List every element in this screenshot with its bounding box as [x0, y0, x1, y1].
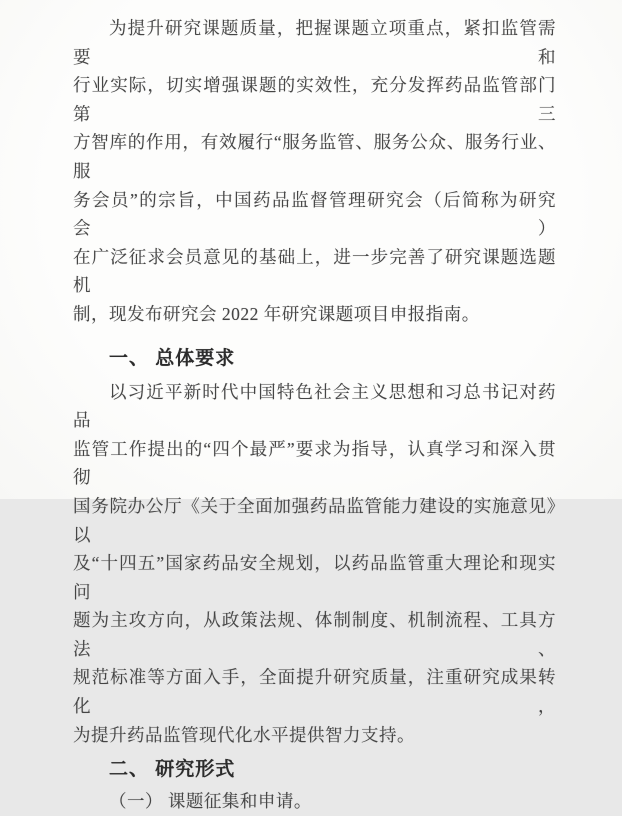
text-line: 制，现发布研究会 2022 年研究课题项目申报指南。 — [73, 303, 480, 324]
text-line: 为提升药品监管现代化水平提供智力支持。 — [73, 724, 415, 745]
text-line: 为提升研究课题质量，把握课题立项重点，紧扣监管需要和 — [73, 18, 556, 67]
document-content — [73, 14, 556, 816]
text-line: 国务院办公厅《关于全面加强药品监管能力建设的实施意见》以 — [73, 495, 556, 545]
text-line: 题为主攻方向，从政策法规、体制制度、机制流程、工具方法、 — [73, 610, 556, 659]
text-line: 监管工作提出的“四个最严”要求为指导，认真学习和深入贯彻 — [73, 438, 556, 488]
text-line: 在广泛征求会员意见的基础上，进一步完善了研究课题选题机 — [73, 246, 556, 296]
paragraph-section1 — [73, 378, 556, 750]
text-line: 行业实际，切实增强课题的实效性，充分发挥药品监管部门第三 — [73, 75, 556, 124]
text-line: 方智库的作用，有效履行“服务监管、服务公众、服务行业、服 — [73, 132, 556, 181]
section-heading-research-form: 二、 研究形式 — [109, 759, 236, 781]
list-item-topic-collection: （一） 课题征集和申请。 — [109, 791, 312, 812]
section-heading-general-requirements: 一、 总体要求 — [109, 347, 236, 369]
text-line: 以习近平新时代中国特色社会主义思想和习总书记对药品 — [73, 381, 556, 431]
text-line: 及“十四五”国家药品安全规划，以药品监管重大理论和现实问 — [73, 553, 556, 602]
text-line: 规范标准等方面入手，全面提升研究质量，注重研究成果转化， — [73, 667, 556, 717]
text-line: 务会员”的宗旨，中国药品监督管理研究会（后简称为研究会） — [73, 189, 556, 239]
paragraph-intro — [73, 14, 556, 329]
